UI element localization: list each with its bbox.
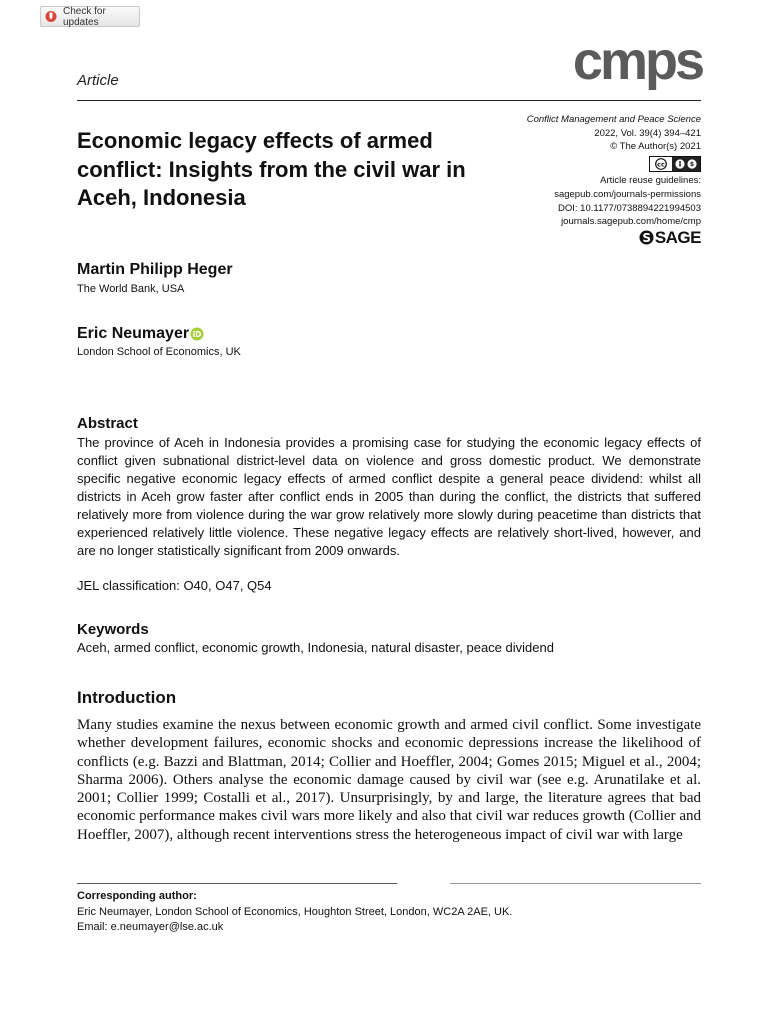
introduction-text: Many studies examine the nexus between economic growth and armed civil conflict. Some investigate whether development failures, economic shocks and economic depressions increase the likelihood of conflicts (e.g. Bazzi and Blattman, 2014; Collier and Hoeffler, 2004; Gomes 2015; Miguel et al., 2004; Sharma 2006). Others analyse the economic damage caused by civil war (see e.g. Arunatilake et al. 2001; Collier 1999; Costalli et al., 2017). Unsurprisingly, by and large, the literature agrees that bad economic performance makes civil wars more likely and also that civil war reduces growth (Collier and Hoeffler, 2007), although recent interventions stress the heterogeneous impact of civil war with large: [77, 717, 701, 843]
author-name: Eric Neumayer: [77, 325, 190, 342]
corresponding-author-address: Eric Neumayer, London School of Economics, Houghton Street, London, WC2A 2AE, UK.: [77, 906, 513, 918]
footnote-divider: [450, 883, 701, 884]
abstract-heading: Abstract: [77, 415, 138, 432]
corresponding-author-label: Corresponding author:: [77, 890, 197, 902]
orcid-icon[interactable]: [190, 327, 204, 341]
svg-text:iD: iD: [192, 330, 202, 339]
reuse-label: Article reuse guidelines:: [600, 175, 701, 187]
sage-logo-icon: [639, 230, 654, 247]
check-for-updates-label: Check for updates: [63, 5, 106, 28]
sage-logo: [470, 230, 701, 247]
check-for-updates-button[interactable]: [40, 6, 140, 27]
article-type: Article: [77, 72, 119, 89]
journal-info: [470, 113, 701, 246]
author-name-block: [77, 325, 204, 343]
jel-classification: JEL classification: O40, O47, Q54: [77, 578, 272, 593]
copyright-line: © The Author(s) 2021: [610, 141, 701, 153]
author-affiliation: London School of Economics, UK: [77, 346, 241, 358]
journal-logo: cmps: [572, 31, 702, 91]
author-affiliation: The World Bank, USA: [77, 283, 185, 295]
volume-line: 2022, Vol. 39(4) 394–421: [594, 127, 701, 139]
sage-logo-text: SAGE: [654, 228, 701, 248]
footnote-divider: [77, 883, 397, 884]
keywords-text: Aceh, armed conflict, economic growth, Indonesia, natural disaster, peace dividend: [77, 640, 554, 655]
cc-by-nc-icon[interactable]: [649, 156, 701, 172]
svg-text:S: S: [642, 230, 651, 245]
crossmark-icon: [45, 10, 57, 23]
journal-name: Conflict Management and Peace Science: [526, 114, 701, 125]
journal-home-link[interactable]: journals.sagepub.com/home/cmp: [561, 216, 701, 228]
svg-text:cc: cc: [657, 160, 665, 169]
svg-text:$: $: [689, 160, 695, 168]
header-divider: [77, 100, 701, 101]
introduction-heading: Introduction: [77, 688, 177, 707]
author-name: Martin Philipp Heger: [77, 261, 233, 278]
abstract-text: The province of Aceh in Indonesia provides a promising case for studying the economic legacy effects of conflict given subnational district-level data on violence and gross domestic product. We demonstrate specific negative economic legacy effects of armed conflict despite a general peace dividend: whilst all districts in Aceh grow faster after conflict ends in 2005 than during the conflict, the districts that suffered relatively more from violence during the war grow relatively more slowly during peacetime than districts that experienced relatively little violence. These negative legacy effects are relatively short-lived, however, and are no longer statistically significant from 2009 onwards.: [77, 435, 701, 558]
paper-title: Economic legacy effects of armed conflict: Insights from the civil war in Aceh, Indonesia: [77, 128, 466, 210]
doi-line[interactable]: DOI: 10.1177/0738894221994503: [558, 202, 701, 214]
reuse-link[interactable]: sagepub.com/journals-permissions: [554, 188, 701, 200]
corresponding-author-email[interactable]: Email: e.neumayer@lse.ac.uk: [77, 921, 224, 933]
keywords-heading: Keywords: [77, 621, 149, 638]
